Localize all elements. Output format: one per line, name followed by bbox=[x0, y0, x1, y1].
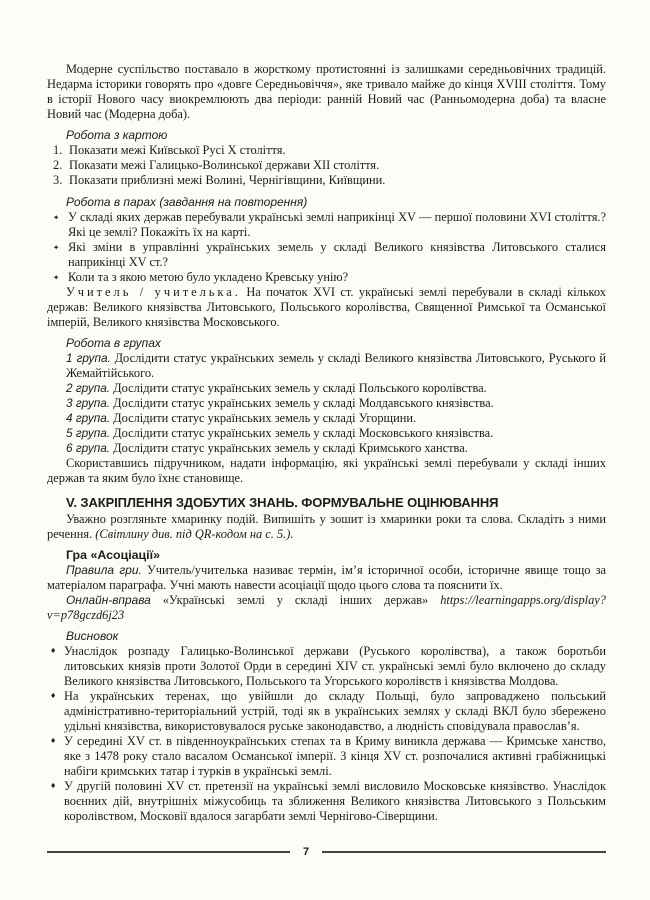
pair-work-heading: Робота в парах (завдання на повторення) bbox=[66, 194, 308, 209]
group-item bbox=[66, 411, 606, 426]
small-diamond-bullet-icon: ♦ bbox=[50, 782, 57, 791]
group-label: 5 група. bbox=[66, 425, 111, 440]
list-item bbox=[53, 173, 606, 188]
group-text: Дослідити статус українських земель у складі Кримського ханства. bbox=[113, 440, 468, 455]
bullet-item bbox=[47, 270, 606, 285]
map-work-list bbox=[53, 143, 606, 189]
conclusion-text: На українських теренах, що увійшли до складу Польщі, було запроваджено польський адміністративно-територіальний устрій, тоді як в українських землях у складі ВКЛ було збережено удільні князівства, використовувалося руське законодавство, а людність сповідувала православ’я. bbox=[64, 688, 606, 733]
diamond-bullet-icon: ✦ bbox=[53, 242, 60, 252]
bullet-item bbox=[47, 240, 606, 270]
group-item bbox=[66, 441, 606, 456]
group-closing-paragraph: Скориставшись підручником, надати інформацію, які українські землі перебували у складі інших держав та яким було їхнє становище. bbox=[47, 455, 606, 485]
conclusion-bullet-item bbox=[47, 779, 606, 824]
group-work-heading: Робота в групах bbox=[66, 335, 161, 350]
task-paragraph bbox=[47, 512, 606, 542]
item-text: Показати межі Галицько-Волинської держави XII століття. bbox=[69, 158, 380, 173]
bullet-text: Коли та з якою метою було укладено Кревську унію? bbox=[68, 269, 349, 284]
game-title: Гра «Асоціації» bbox=[66, 547, 160, 562]
page-number: 7 bbox=[303, 846, 310, 858]
conclusion-text: Унаслідок розпаду Галицько-Волинської держави (Руського королівства), а також боротьби литовських князів проти Золотої Орди в середині XIV ст. українські землі було включено до складу Великого князівства Литовського, Польського та Угорського королівств і князівства Молдова. bbox=[64, 643, 606, 688]
diamond-bullet-icon: ✦ bbox=[53, 212, 60, 222]
small-diamond-bullet-icon: ♦ bbox=[50, 692, 57, 701]
teacher-text: На початок XVI ст. українські землі перебували в складі кількох держав: Великого князівства Литовського, Польського королівства, Священної Римської та Османської імперій, Великого князівства Московського. bbox=[47, 284, 606, 329]
rules-text: Учитель/учителька називає термін, ім’я історичної особи, історичне явище тощо за матеріалом параграфа. Учні мають навести асоціації щодо цього слова та пояснити їх. bbox=[47, 562, 606, 592]
group-item bbox=[66, 396, 606, 411]
list-item bbox=[53, 158, 606, 173]
conclusion-bullet-item bbox=[47, 734, 606, 779]
group-label: 3 група. bbox=[66, 395, 111, 410]
section-v-heading: V. ЗАКРІПЛЕННЯ ЗДОБУТИХ ЗНАНЬ. ФОРМУВАЛЬНЕ ОЦІНЮВАННЯ bbox=[66, 494, 499, 510]
small-diamond-bullet-icon: ♦ bbox=[50, 737, 57, 746]
group-label: 1 група. bbox=[66, 350, 111, 365]
group-text: Дослідити статус українських земель у складі Польського королівства. bbox=[113, 380, 487, 395]
pair-work-list bbox=[47, 210, 606, 285]
list-item bbox=[53, 143, 606, 158]
group-text: Дослідити статус українських земель у складі Московського князівства. bbox=[113, 425, 494, 440]
group-label: 2 група. bbox=[66, 380, 111, 395]
item-number: 3. bbox=[53, 173, 63, 188]
group-item bbox=[66, 351, 606, 381]
footer-rule-left bbox=[47, 851, 290, 853]
item-number: 1. bbox=[53, 143, 63, 157]
online-url: https://learningapps.org/display?v=p78gczd6j23 bbox=[47, 592, 606, 622]
conclusion-text: У середині XV ст. в південноукраїнських степах та в Криму виникла держава — Кримське ханство, яке з 1478 року стало васалом Османської імперії. З кінця XV ст. розпочалися активні грабіжницькі набіги кримських татар і турків в українські землі. bbox=[64, 733, 606, 778]
task-text: Уважно розгляньте хмаринку подій. Випишіть у зошит із хмаринки роки та слова. Складіть з ними речення. bbox=[47, 511, 606, 541]
bullet-text: Які зміни в управлінні українських земель у складі Великого князівства Литовського сталися наприкінці XV ст.? bbox=[68, 239, 606, 269]
online-lead: Онлайн-вправа bbox=[66, 592, 151, 607]
page-footer bbox=[47, 846, 606, 858]
diamond-bullet-icon: ✦ bbox=[53, 272, 60, 282]
rules-lead: Правила гри. bbox=[66, 562, 142, 577]
task-note: (Світлину див. під QR-кодом на с. 5.). bbox=[95, 526, 294, 541]
small-diamond-bullet-icon: ♦ bbox=[50, 647, 57, 656]
intro-paragraph: Модерне суспільство поставало в жорсткому протистоянні із залишками середньовічних традицій. Недарма історики говорять про «довге Середньовіччя», яке тривало майже до кінця XVIII століття. Тому в історії Нового часу виокремлюють два періоди: ранній Новий час (Ранньомодерна доба) та власне Новий час (Модерна доба). bbox=[47, 62, 606, 121]
teacher-paragraph bbox=[47, 285, 606, 330]
group-work-list bbox=[47, 351, 606, 456]
group-text: Дослідити статус українських земель у складі Великого князівства Литовського, Руського й Жемайтійського. bbox=[66, 350, 606, 380]
online-title: «Українські землі у складі інших держав» bbox=[162, 592, 429, 607]
online-exercise-paragraph bbox=[47, 593, 606, 623]
group-label: 4 група. bbox=[66, 410, 111, 425]
teacher-lead: Учитель / учителька. bbox=[66, 284, 241, 299]
group-text: Дослідити статус українських земель у складі Угорщини. bbox=[113, 410, 417, 425]
item-text: Показати межі Київської Русі X століття. bbox=[69, 143, 286, 157]
footer-rule-right bbox=[322, 851, 606, 853]
bullet-text: У складі яких держав перебували українські землі наприкінці XV — першої половини XVI століття.? Які це землі? Покажіть їх на карті. bbox=[68, 209, 606, 239]
conclusion-heading: Висновок bbox=[66, 628, 119, 643]
conclusion-list bbox=[47, 644, 606, 824]
bullet-item bbox=[47, 210, 606, 240]
conclusion-text: У другій половині XV ст. претензії на українські землі висловило Московське князівство. Унаслідок воєнних дій, внутрішніх міжусобиць та зближення Великого князівства Литовського з Польським королівством, Московії вдалося загарбати землі Чернігово-Сіверщини. bbox=[64, 778, 606, 823]
group-label: 6 група. bbox=[66, 440, 111, 455]
rules-paragraph bbox=[47, 563, 606, 593]
item-text: Показати приблизні межі Волині, Чернігівщини, Київщини. bbox=[69, 173, 386, 188]
group-item bbox=[66, 426, 606, 441]
conclusion-bullet-item bbox=[47, 644, 606, 689]
item-number: 2. bbox=[53, 158, 63, 173]
group-text: Дослідити статус українських земель у складі Молдавського князівства. bbox=[113, 395, 494, 410]
conclusion-bullet-item bbox=[47, 689, 606, 734]
map-work-heading: Робота з картою bbox=[66, 128, 168, 142]
group-item bbox=[66, 381, 606, 396]
